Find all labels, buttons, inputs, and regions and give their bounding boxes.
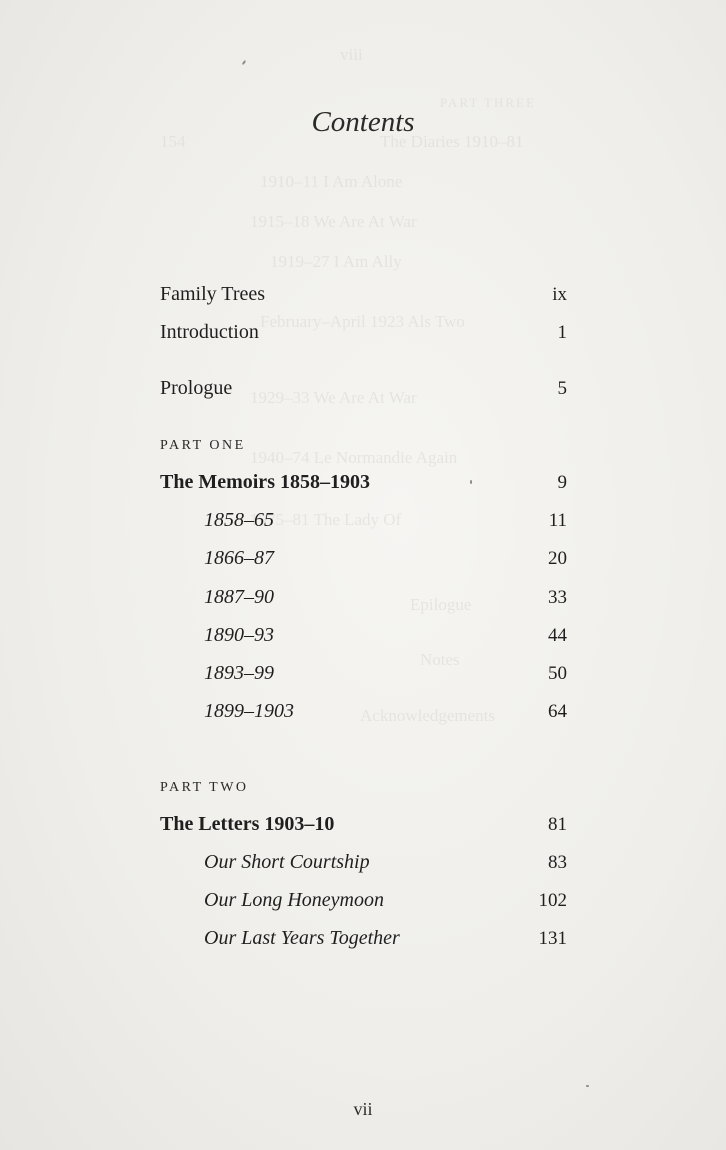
toc-subentry	[204, 586, 567, 616]
show-through-text: 1940–74 Le Normandie Again	[250, 448, 458, 467]
page-title: Contents	[311, 106, 415, 138]
toc-section	[160, 471, 567, 501]
toc-entry	[160, 377, 567, 407]
paper-speck	[470, 480, 472, 484]
show-through-text: Acknowledgements	[360, 706, 496, 725]
toc-subentry	[204, 509, 567, 539]
toc-subentry-label: 1899–1903	[204, 700, 294, 722]
toc-entry-label: Introduction	[160, 321, 259, 343]
toc-subentry-label: 1866–87	[204, 547, 274, 569]
toc-entry-label: Family Trees	[160, 283, 266, 305]
toc-subentry-page: 64	[548, 701, 567, 722]
show-through-text: 1975–81 The Lady Of	[250, 510, 402, 529]
toc-subentry	[204, 851, 567, 881]
toc-subentry-page: 50	[548, 663, 567, 684]
toc-subentry-page: 33	[548, 587, 567, 608]
toc-subentry-label: Our Short Courtship	[204, 851, 370, 873]
toc-subentry-label: 1858–65	[204, 509, 274, 531]
toc-subentry-page: 131	[538, 928, 567, 949]
show-through-text: viii	[340, 45, 363, 64]
paper-speck	[586, 1085, 589, 1087]
show-through-text: 1915–18 We Are At War	[250, 212, 417, 231]
part-heading: PART TWO	[160, 780, 249, 795]
show-through-text: Notes	[420, 650, 460, 669]
part-heading: PART ONE	[160, 438, 246, 453]
page-number: vii	[353, 1099, 373, 1119]
toc-subentry	[204, 547, 567, 577]
toc-section-page: 9	[557, 472, 567, 493]
toc-section-label: The Memoirs 1858–1903	[160, 471, 370, 493]
toc-subentry-label: 1890–93	[204, 624, 274, 646]
toc-entry-page: 5	[557, 378, 567, 399]
show-through-text: 154	[160, 132, 186, 151]
toc-section-label: The Letters 1903–10	[160, 813, 335, 835]
toc-subentry	[204, 927, 567, 957]
toc-subentry	[204, 700, 567, 730]
toc-entry-page: ix	[552, 284, 567, 305]
show-through-text: 1929–33 We Are At War	[250, 388, 417, 407]
toc-subentry-page: 11	[548, 510, 567, 531]
toc-subentry-page: 44	[548, 625, 567, 646]
toc-entry	[160, 321, 567, 351]
show-through-text: PART THREE	[440, 95, 536, 110]
toc-entry-label: Prologue	[160, 377, 233, 399]
toc-entry-page: 1	[557, 322, 567, 343]
toc-section	[160, 813, 567, 843]
toc-subentry-label: Our Last Years Together	[204, 927, 400, 949]
toc-section-page: 81	[548, 814, 567, 835]
toc-subentry-label: Our Long Honeymoon	[204, 889, 384, 911]
toc-subentry-label: 1887–90	[204, 586, 274, 608]
show-through-text: 1910–11 I Am Alone	[260, 172, 403, 191]
toc-subentry-page: 20	[548, 548, 567, 569]
show-through-text: The Diaries 1910–81	[380, 132, 524, 151]
paper-speck	[242, 60, 247, 65]
show-through-text: Epilogue	[410, 595, 472, 614]
toc-entry	[160, 283, 567, 313]
toc-subentry-page: 83	[548, 852, 567, 873]
toc-subentry	[204, 662, 567, 692]
toc-subentry	[204, 889, 567, 919]
show-through-text: February–April 1923 Als Two	[260, 312, 465, 331]
show-through-text: 1919–27 I Am Ally	[270, 252, 402, 271]
toc-subentry-label: 1893–99	[204, 662, 274, 684]
toc-subentry	[204, 624, 567, 654]
toc-subentry-page: 102	[538, 890, 567, 911]
